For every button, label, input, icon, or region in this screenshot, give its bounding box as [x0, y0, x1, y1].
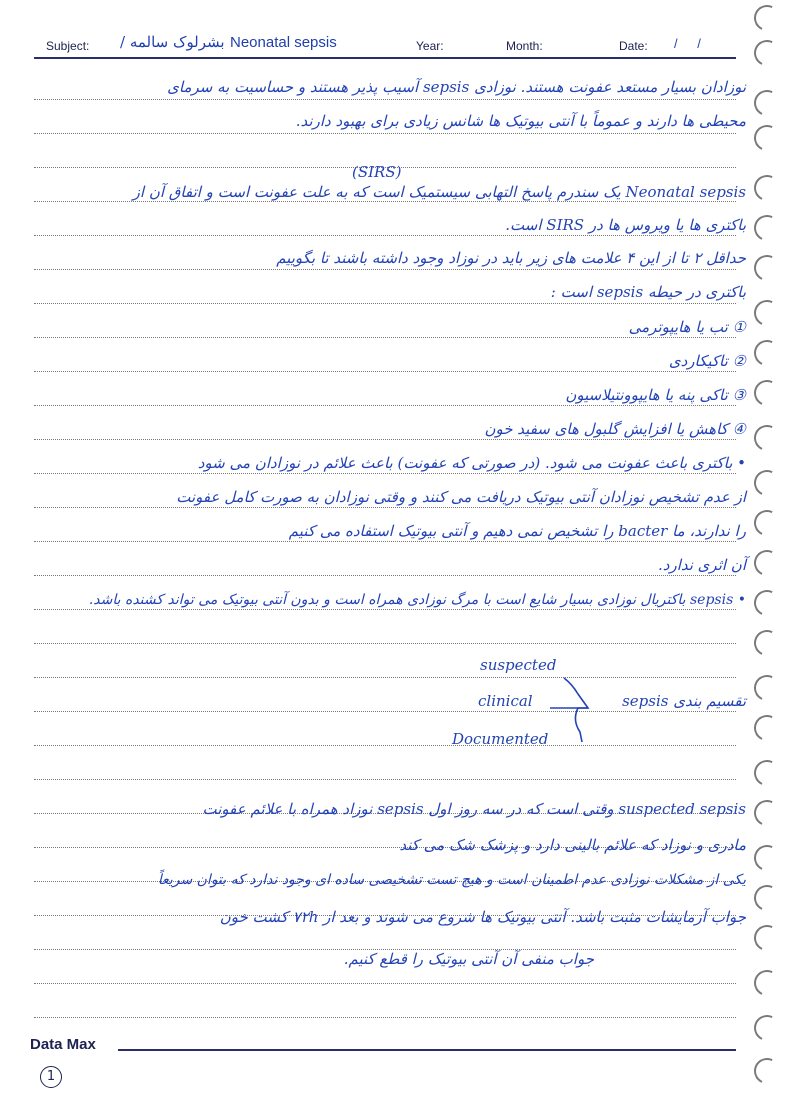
- ruled-line: [34, 676, 736, 678]
- handwritten-line: • باکتری باعث عفونت می شود. (در صورتی که عفونت) باعث علائم در نوزادان می شود: [197, 454, 746, 472]
- page-header: [34, 33, 736, 59]
- handwritten-line: suspected sepsis وقتی است که در سه روز اول sepsis نوزاد همراه با علائم عفونت: [202, 800, 746, 818]
- list-item: ① تب یا هایپوترمی: [628, 318, 746, 336]
- ruled-line: [34, 302, 736, 304]
- handwritten-line: مادری و نوزاد که علائم بالینی دارد و پزشک شک می کند: [399, 836, 746, 854]
- handwritten-line: باکتری ها یا ویروس ها در SIRS است.: [505, 216, 746, 234]
- handwritten-line: (SIRS): [352, 163, 402, 181]
- handwritten-line: محیطی ها دارند و عموماً با آنتی بیوتیک ها شانس زیادی برای بهبود دارند.: [295, 112, 746, 130]
- ruled-line: [34, 1016, 736, 1018]
- binder-rings: [752, 0, 780, 1103]
- handwritten-line: جواب منفی آن آنتی بیوتیک را قطع کنیم.: [343, 950, 594, 968]
- ruled-line: [34, 234, 736, 236]
- ruled-line: [34, 608, 736, 610]
- handwritten-line: یکی از مشکلات نوزادی عدم اطمینان است و هیچ تست تشخیصی ساده ای وجود ندارد که بتوان سریعاً: [157, 872, 746, 888]
- ruled-line: [34, 506, 736, 508]
- binder-ring: [750, 546, 783, 579]
- category-clinical: clinical: [478, 692, 533, 710]
- binder-ring: [750, 251, 783, 284]
- ruled-line: [34, 778, 736, 780]
- binder-ring: [750, 376, 783, 409]
- binder-ring: [750, 586, 783, 619]
- binder-ring: [750, 86, 783, 119]
- handwritten-line: حداقل ۲ تا از این ۴ علامت های زیر باید در نوزاد وجود داشته باشند تا بگوییم: [276, 249, 746, 267]
- date-value: / /: [674, 36, 709, 51]
- ruled-line: [34, 438, 736, 440]
- binder-ring: [750, 711, 783, 744]
- binder-ring: [750, 506, 783, 539]
- category-documented: Documented: [452, 730, 549, 748]
- classification-title: تقسیم بندی sepsis: [622, 692, 746, 710]
- ruled-line: [34, 370, 736, 372]
- ruled-line: [34, 574, 736, 576]
- year-label: Year:: [416, 39, 444, 53]
- binder-ring: [750, 966, 783, 999]
- page-number: 1: [40, 1066, 62, 1088]
- month-label: Month:: [506, 39, 543, 53]
- handwritten-line: باکتری در حیطه sepsis است :: [550, 283, 746, 301]
- binder-ring: [750, 211, 783, 244]
- subject-label: Subject:: [46, 39, 90, 53]
- ruled-line: [34, 98, 736, 100]
- handwritten-line: Neonatal sepsis یک سندرم پاسخ التهابی سیستمیک است که به علت عفونت است و اتفاق آن از: [132, 183, 746, 201]
- binder-ring: [750, 171, 783, 204]
- binder-ring: [750, 1011, 783, 1044]
- brand-logo: Data Max: [30, 1036, 96, 1053]
- ruled-line: [34, 472, 736, 474]
- binder-ring: [750, 421, 783, 454]
- binder-ring: [750, 296, 783, 329]
- handwritten-line: نوزادان بسیار مستعد عفونت هستند. نوزادی sepsis آسیب پذیر هستند و حساسیت به سرمای: [167, 78, 746, 96]
- ruled-line: [34, 642, 736, 644]
- ruled-line: [34, 404, 736, 406]
- classification-bracket: [520, 670, 600, 750]
- handwritten-line: آن اثری ندارد.: [658, 556, 746, 574]
- ruled-line: [34, 744, 736, 746]
- binder-ring: [750, 36, 783, 69]
- binder-ring: [750, 121, 783, 154]
- handwritten-line: را ندارند، ما bacter را تشخیص نمی دهیم و آنتی بیوتیک استفاده می کنیم: [288, 522, 746, 540]
- binder-ring: [750, 466, 783, 499]
- ruled-line: [34, 982, 736, 984]
- binder-ring: [750, 671, 783, 704]
- date-label: Date:: [619, 39, 648, 53]
- subject-persian: بشرلوک سالمه /: [120, 33, 225, 51]
- list-item: ③ تاکی پنه یا هایپوونتیلاسیون: [565, 386, 746, 404]
- footer-rule: [118, 1049, 736, 1051]
- ruled-line: [34, 268, 736, 270]
- binder-ring: [750, 921, 783, 954]
- binder-ring: [750, 1054, 783, 1087]
- list-item: ④ کاهش یا افزایش گلبول های سفید خون: [484, 420, 746, 438]
- ruled-line: [34, 540, 736, 542]
- handwritten-line: • sepsis باکتریال نوزادی بسیار شایع است با مرگ نوزادی همراه است و بدون آنتی بیوتیک می تواند کشنده باشد.: [88, 592, 746, 608]
- list-item: ② تاکیکاردی: [668, 352, 746, 370]
- ruled-line: [34, 710, 736, 712]
- binder-ring: [750, 336, 783, 369]
- subject-english: Neonatal sepsis: [230, 34, 337, 51]
- binder-ring: [750, 626, 783, 659]
- handwritten-line: از عدم تشخیص نوزادان آنتی بیوتیک دریافت می کنند و وقتی نوزادان به صورت کامل عفونت: [176, 488, 746, 506]
- handwritten-line: جواب آزمایشات مثبت باشد. آنتی بیوتیک ها شروع می شوند و بعد از ۷۲h کشت خون: [219, 908, 746, 926]
- binder-ring: [750, 841, 783, 874]
- binder-ring: [750, 756, 783, 789]
- binder-ring: [750, 796, 783, 829]
- category-suspected: suspected: [480, 656, 557, 674]
- binder-ring: [750, 881, 783, 914]
- ruled-line: [34, 336, 736, 338]
- ruled-line: [34, 132, 736, 134]
- binder-ring: [750, 1, 783, 34]
